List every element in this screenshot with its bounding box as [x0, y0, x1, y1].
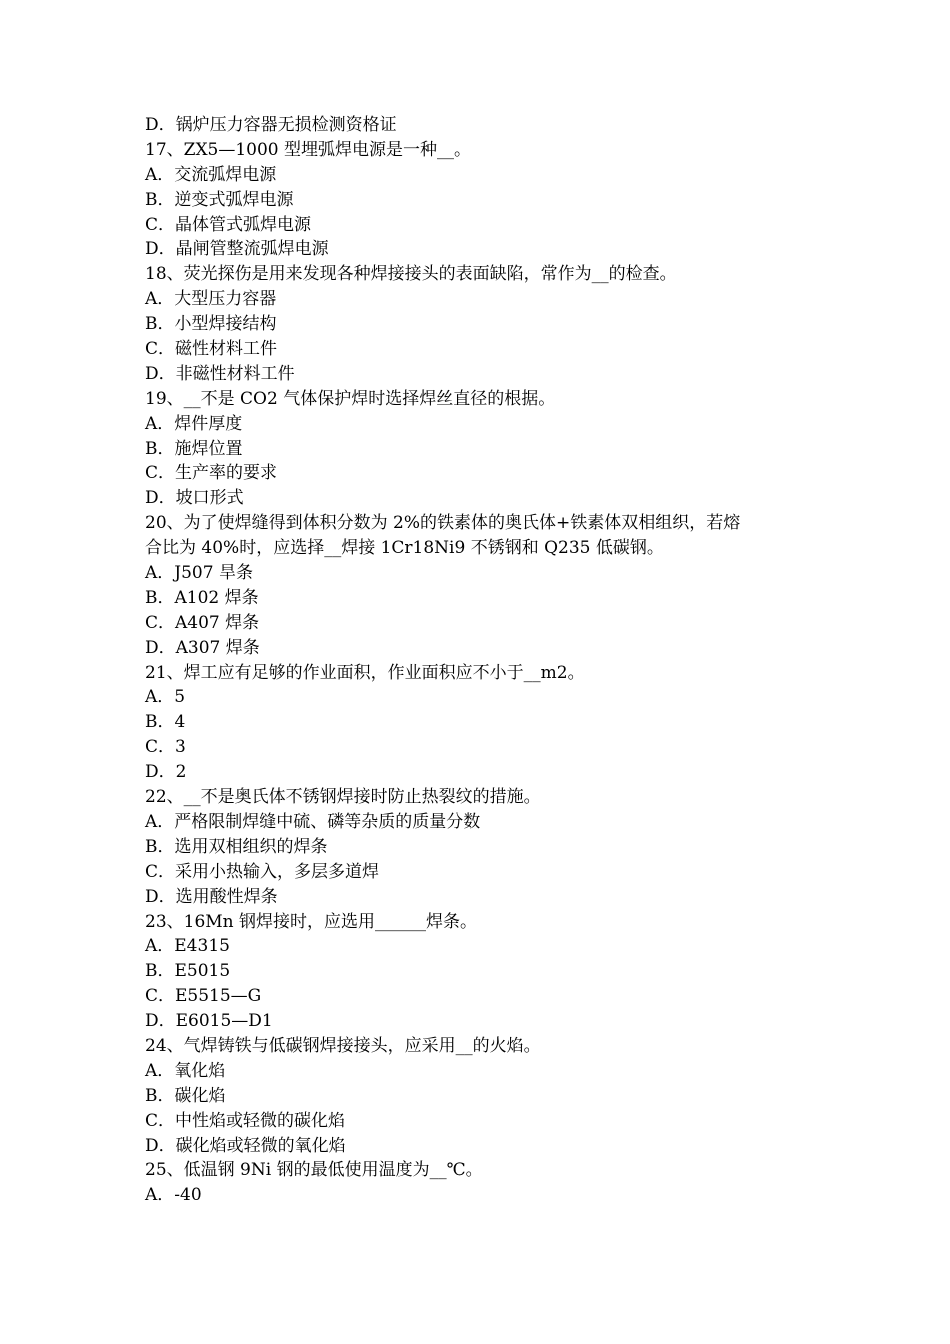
question-22: 22、__不是奥氏体不锈钢焊接时防止热裂纹的措施。 [145, 787, 541, 808]
option-line: A．-40 [145, 1185, 202, 1206]
option-line: B．A102 焊条 [145, 587, 259, 608]
option-line: A．5 [145, 687, 186, 708]
text-line: D．锅炉压力容器无损检测资格证 [145, 115, 397, 135]
option-line: D．A307 焊条 [145, 637, 260, 658]
option-line: D．坡口形式 [145, 488, 244, 509]
option-line: A．E4315 [145, 936, 230, 957]
question-24: 24、气焊铸铁与低碳钢焊接接头，应采用__的火焰。 [145, 1035, 541, 1056]
option-line: B．逆变式弧焊电源 [145, 189, 294, 210]
option-line: B．4 [145, 712, 186, 733]
option-line: C．A407 焊条 [145, 612, 260, 633]
option-line: B．E5015 [145, 961, 231, 982]
option-line: C．生产率的要求 [145, 463, 278, 484]
option-line: D．非磁性材料工件 [145, 363, 295, 384]
option-line: B．小型焊接结构 [145, 314, 277, 335]
question-18: 18、荧光探伤是用来发现各种焊接接头的表面缺陷，常作为__的检查。 [145, 264, 677, 285]
option-line: C．中性焰或轻微的碳化焰 [145, 1110, 346, 1131]
option-line: A．大型压力容器 [145, 289, 277, 310]
option-line: C．E5515—G [145, 986, 262, 1007]
option-line: A．交流弧焊电源 [145, 164, 277, 185]
option-line: B．选用双相组织的焊条 [145, 836, 328, 857]
question-list [145, 113, 815, 1208]
question-17: 17、ZX5—1000 型埋弧焊电源是一种__。 [145, 139, 472, 160]
option-line: D．选用酸性焊条 [145, 886, 278, 907]
question-25: 25、低温钢 9Ni 钢的最低使用温度为__℃。 [145, 1160, 483, 1181]
option-line: C．3 [145, 737, 186, 758]
question-20-continued: 合比为 40%时，应选择__焊接 1Cr18Ni9 不锈钢和 Q235 低碳钢。 [145, 538, 664, 559]
option-line: A．氧化焰 [145, 1060, 226, 1081]
option-line: A．J507 旱条 [145, 563, 253, 584]
option-line: C．采用小热输入，多层多道焊 [145, 861, 380, 882]
option-line: D．E6015—D1 [145, 1011, 273, 1032]
option-line: B．施焊位置 [145, 438, 243, 459]
question-21: 21、焊工应有足够的作业面积，作业面积应不小于__m2。 [145, 662, 585, 683]
option-line: A．严格限制焊缝中硫、磷等杂质的质量分数 [145, 811, 481, 832]
option-line: D．晶闸管整流弧焊电源 [145, 239, 329, 260]
question-19: 19、__不是 CO2 气体保护焊时选择焊丝直径的根据。 [145, 388, 556, 409]
question-23: 23、16Mn 钢焊接时，应选用______焊条。 [145, 911, 478, 932]
option-line: A．焊件厚度 [145, 413, 243, 434]
question-20: 20、为了使焊缝得到体积分数为 2%的铁素体的奥氏体+铁素体双相组织，若熔 [145, 513, 741, 534]
option-line: C．磁性材料工件 [145, 339, 278, 360]
option-line: B．碳化焰 [145, 1085, 226, 1106]
option-line: C．晶体管式弧焊电源 [145, 214, 312, 235]
option-line: D．碳化焰或轻微的氧化焰 [145, 1135, 346, 1156]
option-line: D．2 [145, 762, 187, 783]
